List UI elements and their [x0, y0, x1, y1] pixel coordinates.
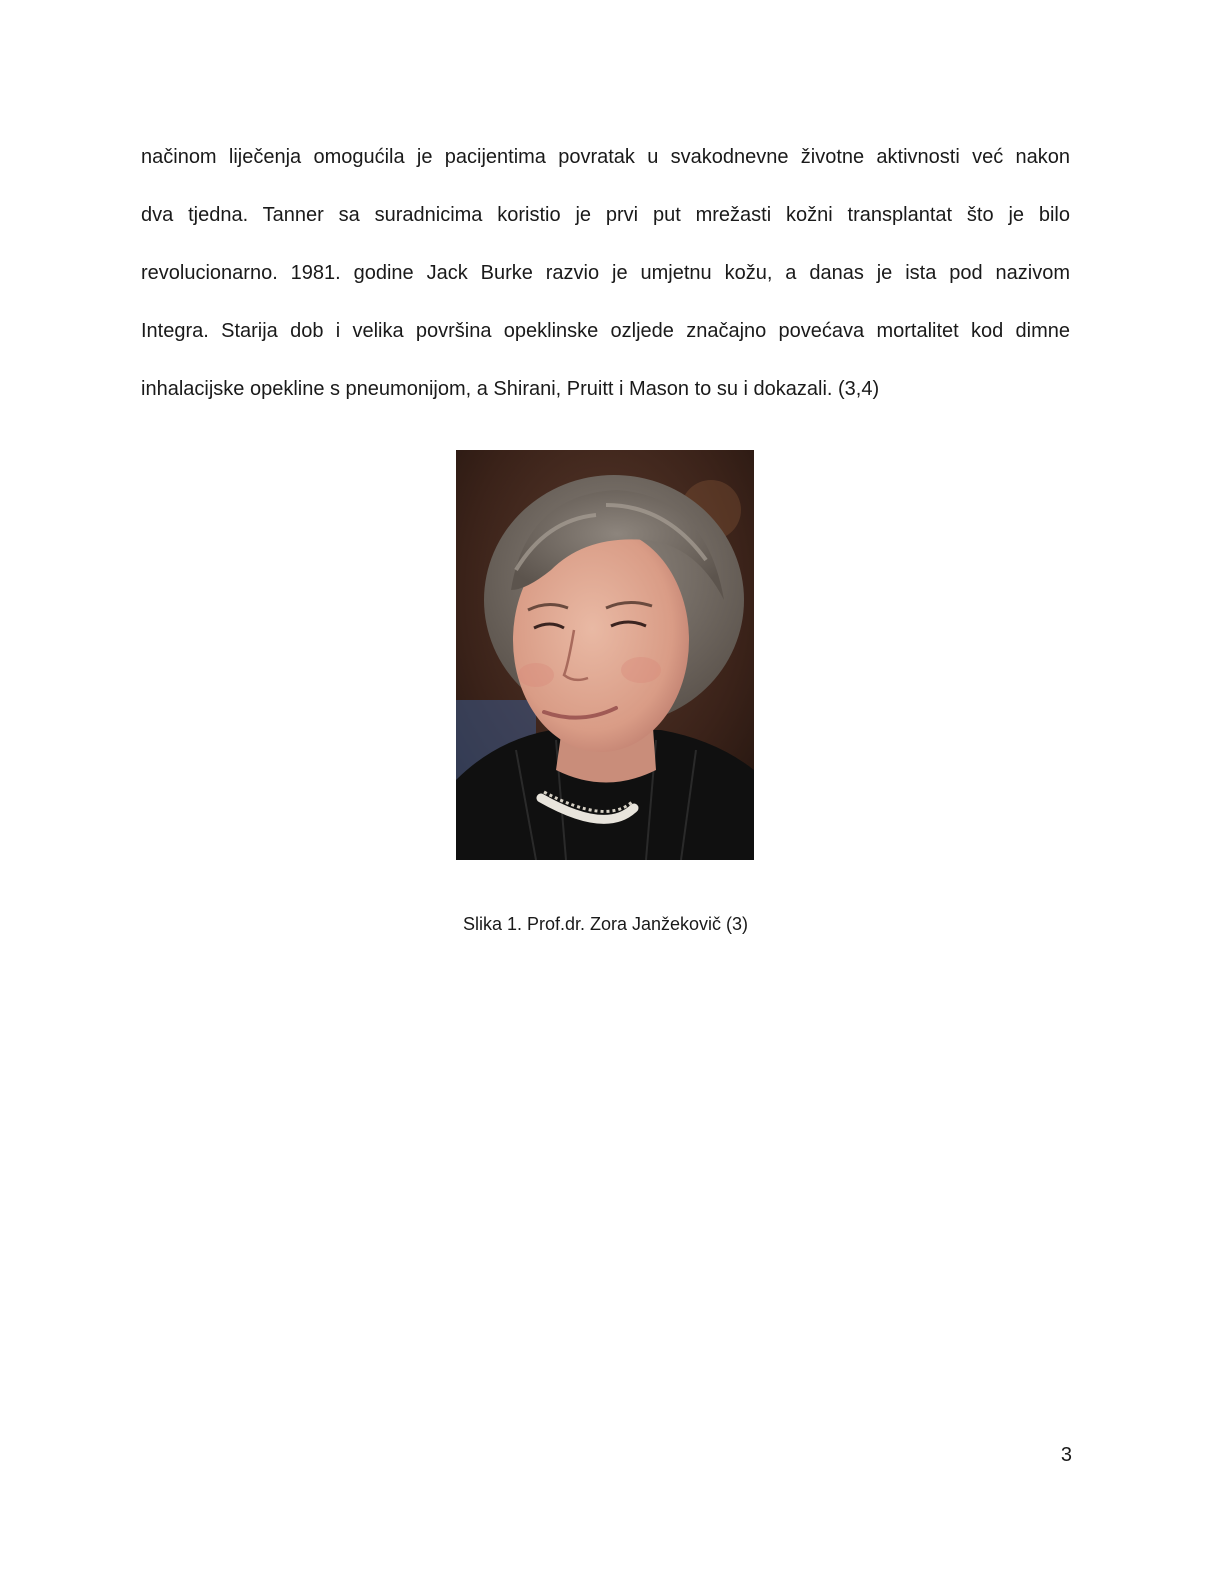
portrait-photo	[456, 450, 754, 860]
paragraph-line: inhalacijske opekline s pneumonijom, a Shirani, Pruitt i Mason to su i dokazali. (3,4)	[141, 378, 880, 400]
figure-caption: Slika 1. Prof.dr. Zora Janžekovič (3)	[462, 914, 749, 934]
body-paragraph	[141, 132, 1070, 422]
paragraph-line: načinom liječenja omogućila je pacijentima povratak u svakodnevne životne aktivnosti već nakon	[141, 146, 1070, 168]
paragraph-line: dva tjedna. Tanner sa suradnicima koristio je prvi put mrežasti kožni transplantat što je bilo	[141, 204, 1070, 226]
page-number: 3	[1060, 1444, 1072, 1466]
paragraph-line: Integra. Starija dob i velika površina opeklinske ozljede značajno povećava mortalitet kod dimne	[141, 320, 1070, 342]
portrait-illustration	[456, 450, 754, 860]
paragraph-line: revolucionarno. 1981. godine Jack Burke razvio je umjetnu kožu, a danas je ista pod nazivom	[141, 262, 1070, 284]
